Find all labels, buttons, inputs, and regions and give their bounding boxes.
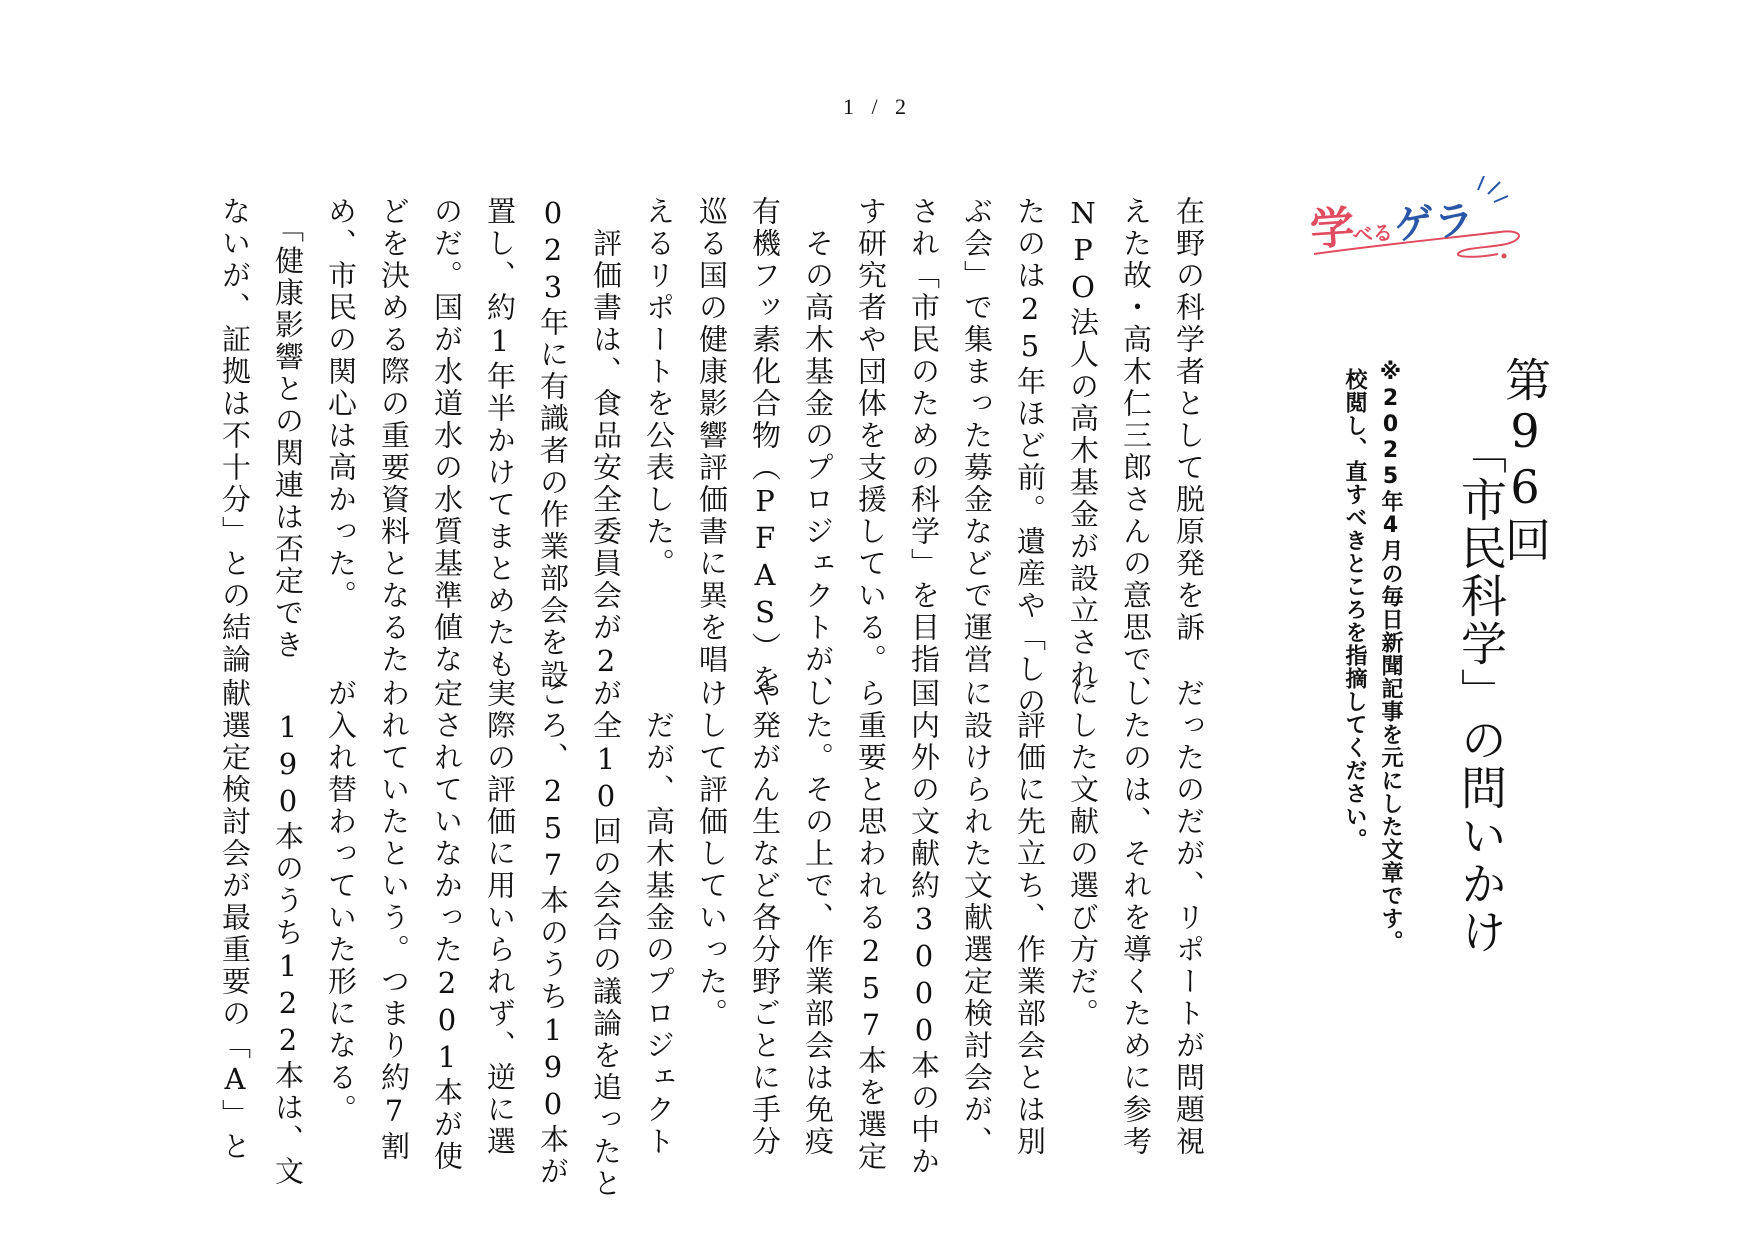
article-column: 評価に先立ち、作業部会とは別 xyxy=(1013,678,1047,1158)
logo-manabu: 学 xyxy=(1308,201,1356,256)
article-bottom-block xyxy=(218,678,1215,1200)
note-line-2: 校閲し、直すべきところを指摘してください。 xyxy=(1342,368,1367,851)
article-column: えた故・高木仁三郎さんの意思で、 xyxy=(1119,196,1153,708)
page-title: 「市民科学」の問いかけ xyxy=(1454,428,1508,956)
article-column: 置し、約1年半かけてまとめたも xyxy=(483,196,517,681)
article-top-block xyxy=(218,196,1215,718)
article-column: され「市民のための科学」を目指 xyxy=(907,196,941,676)
article-column: が入れ替わっていた形になる。 xyxy=(324,678,358,1126)
article-column: その高木基金のプロジェクトが、 xyxy=(801,196,835,708)
article-column: のだ。国が水道水の水質基準値な xyxy=(430,196,464,676)
article-column: われていたという。つまり約7割 xyxy=(377,678,411,1163)
article-column: す研究者や団体を支援している。 xyxy=(854,196,888,676)
article-column: や発がん生など各分野ごとに手分 xyxy=(748,678,782,1158)
article-column: に設けられた文献選定検討会が、 xyxy=(960,678,994,1158)
article-column: 在野の科学者として脱原発を訴 xyxy=(1172,196,1206,644)
note-line-1: ※2025年4月の毎日新聞記事を元にした文章です。 xyxy=(1378,360,1403,953)
article-column: 巡る国の健康影響評価書に異を唱 xyxy=(695,196,729,676)
article-column: 献選定検討会が最重要の「A」と xyxy=(218,678,252,1163)
article-column: 評価書は、食品安全委員会が2 xyxy=(589,196,623,681)
article-column: どを決める際の重要資料となるた xyxy=(377,196,411,676)
article-column: たのは25年ほど前。遺産や「しの xyxy=(1013,196,1047,718)
title-number: 第96回 xyxy=(1498,356,1552,564)
logo-beru: べる xyxy=(1351,220,1394,248)
article-column: め、市民の関心は高かった。 xyxy=(324,196,358,612)
logo-text xyxy=(1308,183,1476,258)
page-number: 1 / 2 xyxy=(842,94,913,119)
article-column: NPO法人の高木基金が設立され xyxy=(1066,196,1100,691)
article-column: 実際の評価に用いられず、逆に選 xyxy=(483,678,517,1158)
article-column: 023年に有識者の作業部会を設 xyxy=(536,196,570,691)
article-column: だが、高木基金のプロジェクト xyxy=(642,678,676,1158)
article-column: が全10回の会合の議論を追ったと xyxy=(589,678,623,1200)
article-column: だったのだが、リポートが問題視 xyxy=(1172,678,1206,1158)
article-column: けして評価していった。 xyxy=(695,678,729,1030)
manaberu-gera-logo xyxy=(1310,176,1540,286)
article-column: 定されていなかった201本が使 xyxy=(430,678,464,1173)
instruction-note xyxy=(1336,360,1408,953)
logo-gera: ゲラ xyxy=(1392,197,1476,250)
article-column: した。その上で、作業部会は免疫 xyxy=(801,678,835,1158)
article-column: 190本のうち122本は、文 xyxy=(271,678,305,1188)
article-column: ら重要と思われる257本を選定 xyxy=(854,678,888,1173)
article-column: えるリポートを公表した。 xyxy=(642,196,676,580)
article-column: ぶ会」で集まった募金などで運営 xyxy=(960,196,994,676)
article-column: 「健康影響との関連は否定でき xyxy=(271,196,305,662)
article-column: 国内外の文献約3000本の中か xyxy=(907,678,941,1178)
article-column: にした文献の選び方だ。 xyxy=(1066,678,1100,1030)
article-column: ないが、証拠は不十分」との結論 xyxy=(218,196,252,676)
article-column: したのは、それを導くために参考 xyxy=(1119,678,1153,1158)
article-column: 有機フッ素化合物（PFAS）を xyxy=(748,196,782,696)
article-column: ころ、257本のうち190本が xyxy=(536,678,570,1188)
